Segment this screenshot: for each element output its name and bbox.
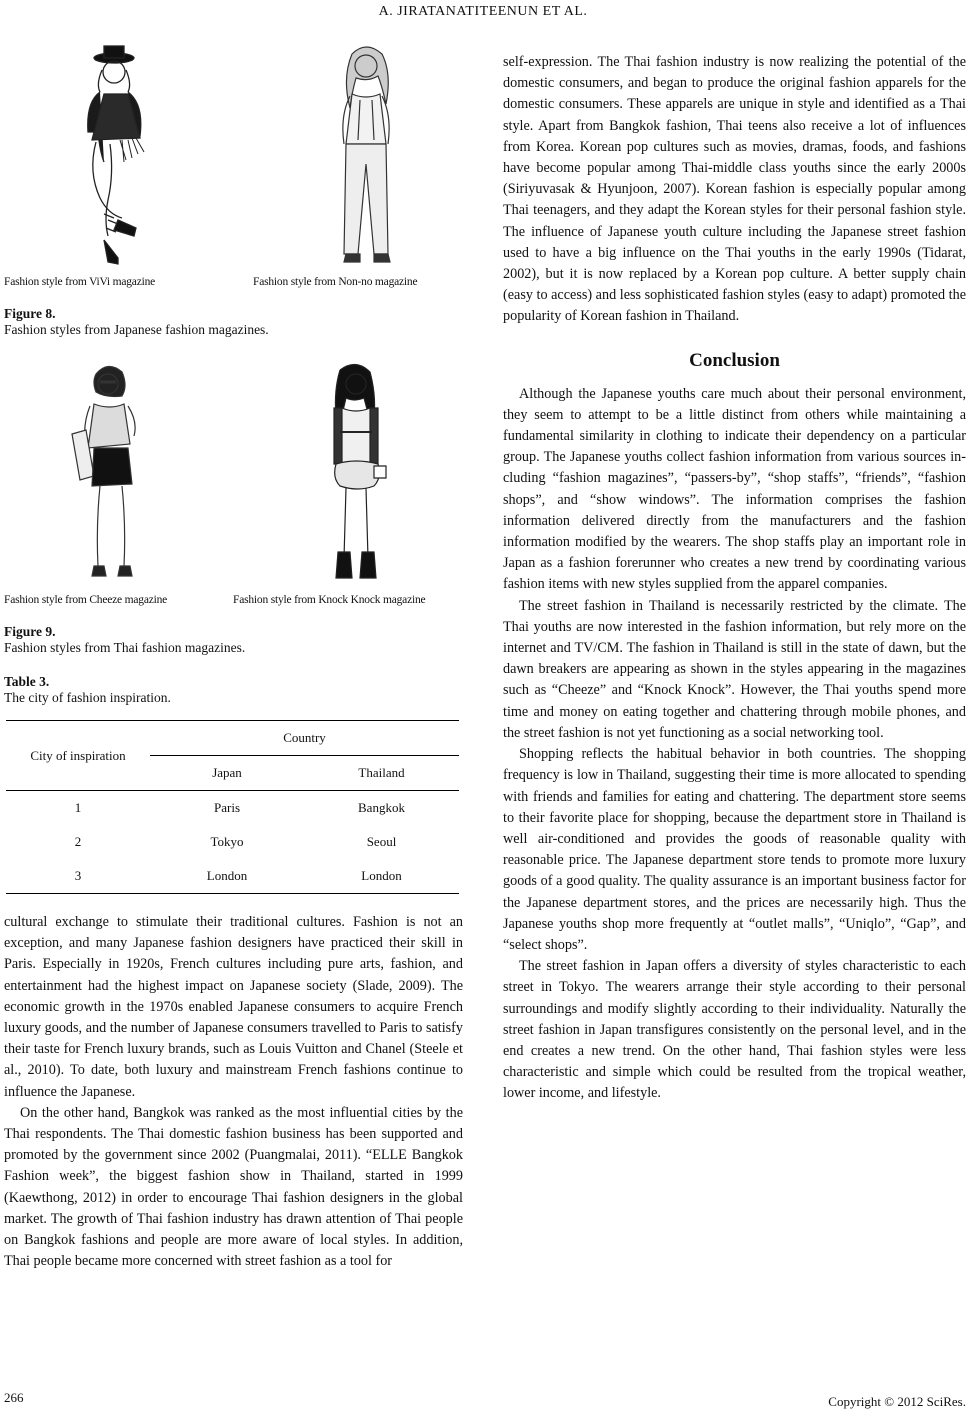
- copyright-notice: Copyright © 2012 SciRes.: [828, 1394, 966, 1409]
- table-3-label: Table 3.: [4, 674, 50, 689]
- table-row: [6, 859, 459, 894]
- figure-8-right-caption: Fashion style from Non-no magazine: [253, 276, 418, 288]
- thailand-cell: Bangkok: [358, 800, 405, 815]
- conclusion-heading: Conclusion: [689, 349, 780, 371]
- rank-cell: 3: [74, 868, 82, 883]
- left-column: [4, 44, 463, 1272]
- city-of-inspiration-header: City of inspiration: [30, 747, 126, 763]
- rank-cell: 2: [74, 834, 82, 849]
- japan-cell: Paris: [214, 800, 240, 815]
- rank-cell: 1: [74, 800, 82, 815]
- knock-knock-fashion-illustration: [312, 362, 402, 590]
- table-row: [6, 791, 459, 826]
- japan-cell: Tokyo: [210, 834, 244, 849]
- figure-8-left-caption: Fashion style from ViVi magazine: [4, 276, 156, 288]
- figure-8-description: Fashion styles from Japanese fashion magazines.: [4, 322, 269, 337]
- country-group-header: Country: [150, 721, 459, 756]
- vivi-fashion-illustration: [56, 44, 186, 272]
- japan-header: Japan: [212, 765, 242, 780]
- thailand-cell: Seoul: [366, 834, 397, 849]
- figure-8-label: Figure 8.: [4, 306, 56, 321]
- figure-9-right-caption: Fashion style from Knock Knock magazine: [233, 594, 426, 606]
- right-paragraph-4: Shopping reflects the habitual behavior in both countries. The shopping frequency is low in Thailand, suggesting their time is more allocated to spending with friends and families for eating and chattering. The department store seems to their favorite place for shopping, because the department store in Thailand is well air-conditioned and provides the goods of reasonable quality with reasonable price. The Japanese department store tends to promote more luxury goods of a good quality. The quality assurance is an important business factor for the Japanese department stores, and the prices are necessarily high. Thus the Japanese youths shop more frequently at “outlet malls”, “Uniqlo”, “Gap”, and “select shops”.: [503, 746, 966, 953]
- left-paragraph-1: cultural exchange to stimulate their traditional cultures. Fashion is not an exception, and many Japanese fashion designers have practiced their skill in Paris. Especially in 1920s, French cultures including pure arts, fashion, and entertainment had the highest impact on Japanese society (Slade, 2009). The economic growth in the 1970s enabled Japanese consumers to acquire French luxury goods, and the number of Japanese consumers travelled to Paris to satisfy their taste for French luxury brands, such as Louis Vuitton and Chanel (Steele et al., 2010). To date, both luxury and mainstream French fashions continue to influence the Japanese.: [4, 914, 463, 1100]
- right-column: [503, 52, 966, 1105]
- table-row: [6, 825, 459, 859]
- table-3: [4, 674, 463, 894]
- table-3-description: The city of fashion inspiration.: [4, 690, 171, 705]
- right-paragraph-2: Although the Japanese youths care much about their personal environment, they seem to attempt to be a little distinct from others while maintaining a fundamental similarity in clothing to indicate their dependency on a particular group. The Japanese youths collect fashion information from various sources including “fashion magazines”, “passers-by”, “shop staffs”, “friends”, “fashion shops”, and “show windows”. The information comprises the fashion information delivered directly from the manufacturers and the fashion information modified by the wearers. The shop staffs play an important role in Japan as a fashion forerunner who creates a new trend by coordinating various fashion items with new styles supplied from the apparel companies.: [503, 385, 966, 593]
- thailand-cell: London: [361, 868, 402, 883]
- japan-cell: London: [206, 868, 248, 883]
- figure-8-images: [4, 44, 463, 292]
- figure-9-description: Fashion styles from Thai fashion magazines.: [4, 640, 246, 655]
- figure-9-label: Figure 9.: [4, 624, 56, 639]
- cheeze-fashion-illustration: [66, 362, 156, 587]
- page-number: 266: [4, 1390, 24, 1405]
- thailand-header: Thailand: [358, 765, 405, 780]
- figure-9-images: [4, 362, 463, 610]
- left-paragraph-2: On the other hand, Bangkok was ranked as the most influential cities by the Thai respondents. The Thai domestic fashion business has been supported and promoted by the government since 2002 (Puangmalai, 2011). “ELLE Bangkok Fashion week”, the biggest fashion show in Thailand, started in 1999 (Kaewthong, 2012) in order to encourage Thai fashion designers in the global market. The growth of Thai fashion industry has drawn attention of Thai people on Bangkok fashions and people are more aware of local styles. In addition, Thai people became more concerned with street fashion as a tool for: [4, 1104, 463, 1270]
- right-paragraph-5: The street fashion in Japan offers a diversity of styles characteristic to each street in Tokyo. The wearers arrange their style according to their personal surroundings and modify slightly according to their individuality. Naturally the street fashion in Japan transfigures consistently on the personal level, and in the end creates a new trend. On the other hand, Thai fashion styles were less characteristic and simple which could be resulted from the tropical weather, lower income, and lifestyle.: [503, 958, 966, 1102]
- non-no-fashion-illustration: [316, 44, 416, 272]
- right-paragraph-3: The street fashion in Thailand is necessarily restricted by the climate. The Thai youths are now interested in the fashion information, but rely more on the internet and TV/CM. The fashion in Thailand is still in the state of dawn, but the dawn breakers are appearing as shown in the styles appearing in the magazines such as “Cheeze” and “Knock Knock”. However, the Thai youths spend more time and money on eating together and chattering through mobile phones, and the street fashion is not yet functioning as a social networking tool.: [503, 597, 966, 741]
- right-paragraph-1: self-expression. The Thai fashion industry is now realizing the potential of the domestic consumers, and began to produce the original fashion apparels for the domestic consumers. These apparels are unique in style and identified as a Thai style. Apart from Bangkok fashion, Thai teens also receive a lot of influences from Korea. Korean pop cultures such as movies, dramas, foods, and fashions have become popular among Thai-middle class youths since the early 2000s (Siriyuvasak & Hyunjoon, 2007). Korean fashion is especially popular among Thai teenagers, and they adapt the Korean styles for their personal fashion style. The influence of Japanese youth culture including the Japanese street fashion used to have a big influence on the Thai youths in the early 1990s (Tidarat, 2002), but it is now replaced by a Korean pop culture. A better supply chain (easy to access) and less sophisticated fashion styles (easy to adapt) promoted the popularity of Korean fashion in Thailand.: [503, 54, 966, 325]
- fashion-inspiration-table: [6, 720, 459, 894]
- figure-9-left-caption: Fashion style from Cheeze magazine: [4, 594, 168, 606]
- running-head: A. JIRATANATITEENUN ET AL.: [378, 4, 588, 19]
